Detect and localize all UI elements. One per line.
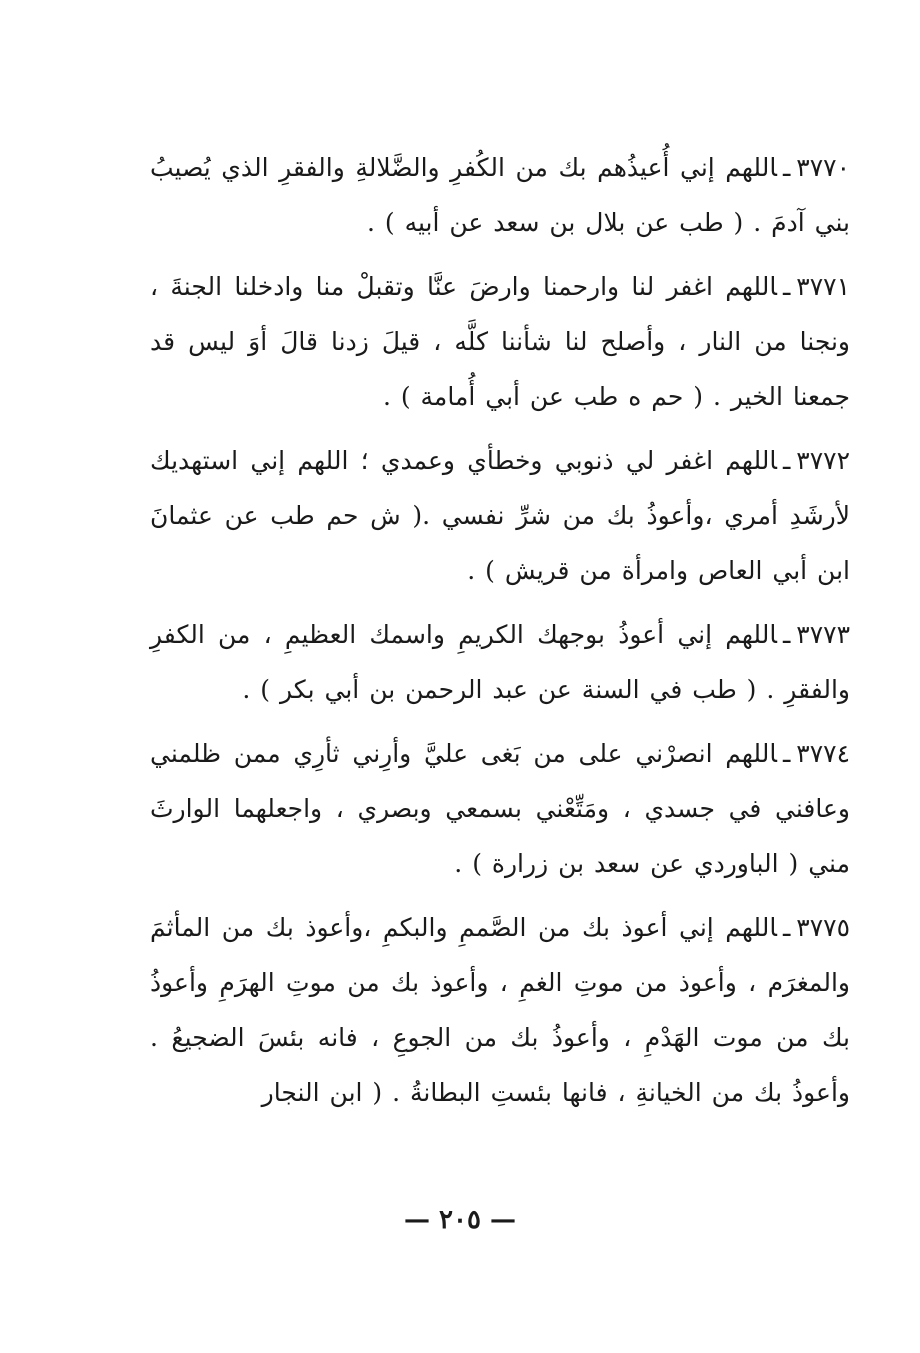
- hadith-text: اللهم اغفر لي ذنوبي وخطأي وعمدي ؛ اللهم إني استهديك لأرشَدِ أمري ،وأعوذُ بك من شرِّ نفسي .( ش حم طب عن عثمانَ ابن أبي العاص وامرأة من قريش ) .: [150, 446, 850, 585]
- hadith-entry: [150, 900, 850, 1120]
- hadith-number: ٣٧٧٤: [796, 739, 850, 768]
- hadith-separator: ـ: [782, 446, 791, 475]
- hadith-separator: ـ: [782, 913, 791, 942]
- hadith-text: اللهم إني أعوذُ بوجهك الكريمِ واسمك العظيمِ ، من الكفرِ والفقرِ . ( طب في السنة عن عبد الرحمن بن أبي بكر ) .: [150, 620, 850, 704]
- hadith-text: اللهم انصرْني على من بَغى عليَّ وأرِني ثأرِي ممن ظلمني وعافني في جسدي ، ومَتِّعْني بسمعي وبصري ، واجعلهما الوارثَ مني ( الباوردي عن سعد بن زرارة ) .: [150, 739, 850, 878]
- hadith-text-column: [150, 140, 850, 1129]
- hadith-entry: [150, 726, 850, 891]
- page-number: — ٢٠٥ —: [403, 1205, 517, 1235]
- hadith-entry: [150, 607, 850, 717]
- hadith-separator: ـ: [782, 739, 791, 768]
- hadith-text: اللهم إني أعوذ بك من الصَّممِ والبكمِ ،وأعوذ بك من المأثمَ والمغرَم ، وأعوذ من موتِ الغمِ ، وأعوذ بك من موتِ الهرَمِ وأعوذُ بك من موت الهَدْمِ ، وأعوذُ بك من الجوعِ ، فانه بئسَ الضجيعُ . وأعوذُ بك من الخيانةِ ، فانها بئستِ البطانةُ . ( ابن النجار: [150, 913, 850, 1107]
- hadith-separator: ـ: [782, 620, 791, 649]
- hadith-text: اللهم اغفر لنا وارحمنا وارضَ عنَّا وتقبلْ منا وادخلنا الجنةَ ، ونجنا من النار ، وأصلح لنا شأننا كلَّه ، قيلَ زدنا قالَ أوَ ليس قد جمعنا الخير . ( حم ه طب عن أبي أُمامة ) .: [150, 272, 850, 411]
- hadith-separator: ـ: [782, 272, 791, 301]
- hadith-text: اللهم إني أُعيذُهم بك من الكُفرِ والضَّلالةِ والفقرِ الذي يُصيبُ بني آدمَ . ( طب عن بلال بن سعد عن أبيه ) .: [150, 153, 850, 237]
- hadith-entry: [150, 140, 850, 250]
- hadith-number: ٣٧٧٢: [796, 446, 850, 475]
- hadith-number: ٣٧٧٥: [796, 913, 850, 942]
- hadith-number: ٣٧٧٣: [796, 620, 850, 649]
- hadith-entry: [150, 433, 850, 598]
- hadith-entry: [150, 259, 850, 424]
- hadith-number: ٣٧٧٠: [796, 153, 850, 182]
- hadith-separator: ـ: [782, 153, 791, 182]
- hadith-number: ٣٧٧١: [796, 272, 850, 301]
